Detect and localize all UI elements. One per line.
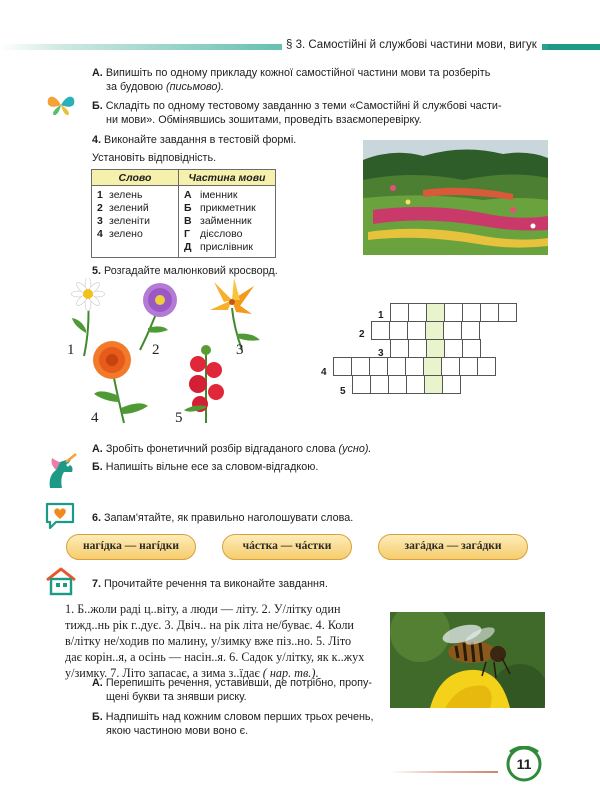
- task-text: Випишіть по одному прикладу кожної самостійної частини мови та розберіть: [105, 67, 491, 79]
- crossword-cell: [370, 375, 389, 394]
- task-a2: [92, 442, 371, 456]
- crossword-cell: [388, 375, 407, 394]
- pos-row: В займенник: [184, 215, 252, 227]
- column-header: Слово: [92, 170, 179, 186]
- task-note: (письмово).: [165, 81, 224, 93]
- unicorn-icon: [42, 452, 82, 492]
- crossword-cell: [389, 321, 408, 340]
- crossword-cell: [423, 357, 442, 376]
- crossword-number: 5: [340, 386, 346, 397]
- exercise-line: в/літку не/ходив по малину, у/зимку вже піз..но. 5. Літо: [65, 634, 352, 648]
- accent-pill: нагíдка — нагíдки: [66, 534, 196, 560]
- crossword-cell: [444, 303, 463, 322]
- task-text: щені букви та знявши риску.: [106, 691, 247, 703]
- crossword-number: 3: [378, 348, 384, 359]
- crossword-cell: [407, 321, 426, 340]
- bee-photo: [390, 612, 545, 708]
- crossword-cell: [424, 375, 443, 394]
- task-number: 4.: [92, 134, 102, 146]
- column-header: Частина мови: [179, 170, 276, 186]
- task-text: Запам'ятайте, як правильно наголошувати слова.: [104, 512, 354, 524]
- crossword-cell: [426, 339, 445, 358]
- task-marker: Б.: [92, 461, 103, 473]
- task-text: Прочитайте речення та виконайте завдання.: [104, 578, 328, 590]
- task-number: 6.: [92, 512, 102, 524]
- crossword-number: 4: [321, 367, 327, 378]
- exercise-line: у/зимку. 7. Літо запасає, а зима з..їдає ( нар. тв.).: [65, 666, 319, 680]
- aster-picture: [140, 283, 177, 350]
- task-marker: А.: [92, 67, 103, 79]
- word-row: 4 зелено: [97, 228, 143, 240]
- part-of-speech-column: [179, 186, 276, 258]
- crossword-cell: [477, 357, 496, 376]
- accent-pill: загáдка — загáдки: [378, 534, 528, 560]
- crossword-cell: [406, 375, 425, 394]
- crossword-cell: [443, 321, 462, 340]
- lily-picture: [210, 278, 260, 350]
- task-marker: Б.: [92, 711, 103, 723]
- matching-table: [91, 169, 276, 258]
- task-b2: [92, 460, 318, 474]
- task-b1: [92, 99, 512, 127]
- footer-line: [390, 771, 498, 773]
- task-7-heading: [92, 577, 328, 591]
- hollyhock-picture: [184, 345, 224, 423]
- crossword-cell: [461, 321, 480, 340]
- crossword-cell: [462, 303, 481, 322]
- picture-label: 1: [67, 342, 75, 358]
- page-number: 11: [516, 756, 532, 772]
- picture-label: 4: [91, 410, 99, 426]
- crossword-cell: [408, 339, 427, 358]
- task-text: якою частиною мови воно є.: [106, 725, 249, 737]
- task-text: Зробіть фонетичний розбір відгаданого слова: [105, 443, 336, 455]
- word-row: 2 зелений: [97, 202, 149, 214]
- task-text: Розгадайте малюнковий кросворд.: [104, 265, 278, 277]
- pos-row: А іменник: [184, 189, 238, 201]
- crossword-cell: [390, 339, 409, 358]
- crossword-cell: [462, 339, 481, 358]
- house-icon: [44, 566, 78, 596]
- picture-label: 3: [236, 342, 244, 358]
- task-marker: А.: [92, 443, 103, 455]
- crossword-number: 2: [359, 329, 365, 340]
- crossword-cell: [369, 357, 388, 376]
- crossword-cell: [387, 357, 406, 376]
- task-text: за будовою: [106, 81, 163, 93]
- source-note: ( нар. тв.): [262, 666, 316, 680]
- picture-label: 2: [152, 342, 160, 358]
- task-marker: Б.: [92, 100, 103, 112]
- task-text: Виконайте завдання в тестовій формі.: [104, 134, 297, 146]
- task-4-subtitle: Установіть відповідність.: [92, 152, 217, 164]
- chat-heart-icon: [44, 501, 76, 531]
- task-6-heading: [92, 511, 353, 525]
- exercise-line: 1. Б..жоли раді ц..віту, а люди — літу. 2. У/літку один: [65, 602, 341, 616]
- crossword-cell: [352, 375, 371, 394]
- page-header-title: § 3. Самостійні й службові частини мови, вигук: [286, 39, 537, 51]
- crossword-cell: [333, 357, 352, 376]
- crossword-cell: [442, 375, 461, 394]
- exercise-text: [65, 601, 382, 681]
- task-a3: [92, 676, 382, 704]
- crossword-cell: [351, 357, 370, 376]
- crossword-cell: [426, 303, 445, 322]
- task-marker: А.: [92, 677, 103, 689]
- task-a1: [92, 66, 512, 94]
- pos-row: Г дієслово: [184, 228, 243, 240]
- crossword-cell: [459, 357, 478, 376]
- task-text: Напишіть вільне есе за словом-відгадкою.: [105, 461, 319, 473]
- crossword-cell: [498, 303, 517, 322]
- header-tab: [548, 44, 600, 50]
- task-number: 7.: [92, 578, 102, 590]
- task-text: Перепишіть речення, уставивши, де потрібно, пропу-: [105, 677, 372, 689]
- flower-pictures: [64, 278, 284, 428]
- task-4-heading: [92, 133, 296, 147]
- crossword-cell: [390, 303, 409, 322]
- word-row: 3 зеленіти: [97, 215, 150, 227]
- task-b3: [92, 710, 382, 738]
- word-row: 1 зелень: [97, 189, 143, 201]
- task-text: Складіть по одному тестовому завданню з теми «Самостійні й службові части-: [105, 100, 502, 112]
- dahlia-picture: [93, 341, 148, 423]
- crossword-cell: [444, 339, 463, 358]
- crossword-cell: [441, 357, 460, 376]
- accent-pill: чáстка — чáстки: [222, 534, 352, 560]
- crossword-number: 1: [378, 310, 384, 321]
- task-note: (усно).: [338, 443, 372, 455]
- word-column: [92, 186, 179, 258]
- butterfly-icon: [44, 94, 78, 116]
- exercise-line: тижд..нь рік г..дує. 3. Двіч.. на рік літа не/буває. 4. Коли: [65, 618, 354, 632]
- crossword-cell: [480, 303, 499, 322]
- task-5-heading: [92, 264, 278, 278]
- crossword-cell: [405, 357, 424, 376]
- picture-label: 5: [175, 410, 183, 426]
- crossword-cell: [425, 321, 444, 340]
- pos-row: Б прикметник: [184, 202, 256, 214]
- exercise-line: дає корін..я, а осінь — насін..я. 6. Садок у/літку, як к..жух: [65, 650, 365, 664]
- task-number: 5.: [92, 265, 102, 277]
- task-text: Надпишіть над кожним словом перших трьох речень,: [105, 711, 374, 723]
- daisy-picture: [71, 278, 105, 356]
- crossword-cell: [408, 303, 427, 322]
- pos-row: Д прислівник: [184, 241, 253, 253]
- garden-photo: [363, 140, 548, 255]
- task-text: ни мови». Обмінявшись зошитами, проведіть взаємоперевірку.: [106, 114, 422, 126]
- crossword-cell: [371, 321, 390, 340]
